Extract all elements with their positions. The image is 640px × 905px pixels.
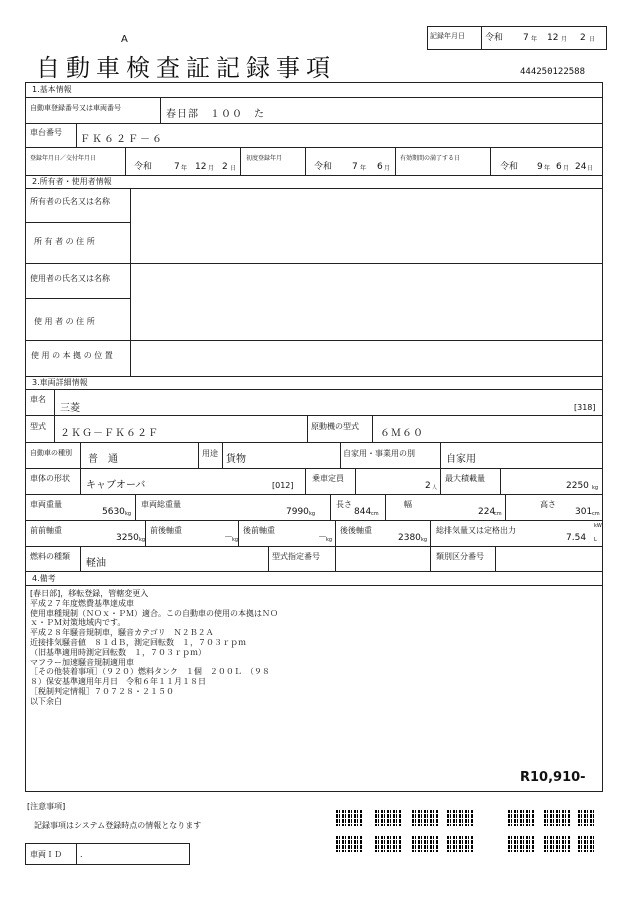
remark-line: （旧基準適用時測定回転数 １，７０３ｒｐｍ） [30,647,206,657]
issue-era: 令和 [134,162,153,172]
expiry-label: 有効期間の満了する日 [400,155,461,162]
body-code: [012] [272,481,294,490]
remark-line: 以下余白 [30,696,62,706]
owner-addr-label: 所 有 者 の 住 所 [34,237,95,246]
length-unit: cm [371,511,379,517]
capacity-unit: 人 [432,485,438,491]
displacement-label: 総排気量又は定格出力 [436,526,516,535]
reg-label: 自動車登録番号又は車両番号 [30,104,121,112]
month-unit: 月 [561,36,568,43]
remark-line: 近接排気騒音値 ８１ｄＢ，測定回転数 １，７０３ｒｐｍ [30,637,246,647]
reg-value: 春日部 １００ た [166,109,265,120]
private-label: 自家用・事業用の別 [343,449,415,458]
qr-code [578,836,596,852]
weight-unit: kg [125,511,132,517]
record-date-label: 記録年月日 [430,32,465,40]
expiry-day: 24 [575,162,587,172]
body-value: キャブオーバ [86,480,146,491]
gross-unit: kg [309,511,316,517]
section-basic: 1.基本情報 [32,85,72,94]
qr-code [447,810,473,826]
qr-code [447,836,473,852]
issue-month: 12 [195,162,207,172]
car-name-code: [318] [574,403,596,412]
notes-heading: [注意事項] [27,802,66,811]
gross-label: 車両総重量 [141,500,181,509]
price-stamp: R10,910- [520,770,586,785]
expiry-era: 令和 [500,162,519,172]
remark-line: ８）保安基準適用年月日 令和６年１１月１８日 [30,677,206,687]
width-label: 幅 [404,500,412,509]
height-value: 301 [575,507,593,517]
remark-line: ［税制判定情報］７０７２８・２１５０ [30,686,174,696]
expiry-day-unit: 日 [587,165,594,172]
fuel-label: 燃料の種類 [30,552,70,561]
engine-value: ６Ｍ６０ [380,428,424,439]
front-front-axle-value: 3250 [116,533,139,543]
use-value: 貨物 [226,454,246,465]
user-name-label: 使用者の氏名又は名称 [30,274,110,283]
gross-value: 7990 [286,507,309,517]
rear-rear-axle-label: 後後軸重 [340,526,372,535]
qr-code [412,836,438,852]
displacement-value: 7.54 [566,533,587,543]
qr-code [578,810,596,826]
front-rear-axle-label: 前後軸重 [150,526,182,535]
remark-line: ｘ・ＰＭ対策地域内です。 [30,618,126,628]
weight-value: 5630 [102,507,125,517]
qr-code [508,836,534,852]
issue-year-unit: 年 [181,165,188,172]
first-reg-year: 7 [352,162,358,172]
width-value: 224 [478,507,496,517]
qr-code [336,810,362,826]
qr-code [544,836,570,852]
user-addr-label: 使 用 者 の 住 所 [34,317,95,326]
model-label: 型式 [30,422,46,431]
first-year-unit: 年 [360,165,367,172]
weight-label: 車両重量 [30,500,62,509]
expiry-month-unit: 月 [563,165,570,172]
rear-front-axle-value: － [318,533,328,543]
rr-unit: kg [421,537,428,543]
day-unit: 日 [589,36,596,43]
private-value: 自家用 [446,454,476,465]
maxload-unit: kg [592,485,599,491]
remark-line: 平成２８年騒音規制車，騒音カテゴリ Ｎ２Ｂ２Ａ [30,628,214,638]
first-reg-era: 令和 [314,162,333,172]
chassis-value: ＦＫ６２Ｆ－６ [80,134,164,145]
issue-label: 登録年月日／交付年月日 [30,155,97,162]
first-reg-label: 初度登録年月 [246,155,283,162]
qr-code [412,810,438,826]
model-value: ２ＫＧ－ＦＫ６２Ｆ [60,428,159,439]
qr-code [375,810,401,826]
class-number-label: 類別区分番号 [436,552,484,561]
issue-year: 7 [174,162,180,172]
type-number-label: 型式指定番号 [272,552,320,561]
expiry-year: 9 [537,162,543,172]
vehicle-id-label: 車両ＩＤ [30,850,62,859]
height-unit: cm [592,511,600,517]
fuel-value: 軽油 [86,558,106,569]
remark-line: マフラー加速騒音規制適用車 [30,657,134,667]
remark-line: 使用車種規制（ＮＯｘ・ＰＭ）適合。この自動車の使用の本拠はＮＯ [30,608,278,618]
qr-code [508,810,534,826]
mark-letter: A [121,34,128,45]
remark-line: [春日部]，移転登録，管轄変更入 [30,589,149,598]
section-vehicle: 3.車両詳細情報 [32,378,88,387]
car-name-label: 車名 [30,395,46,404]
record-date-era: 令和 [485,33,504,43]
remark-line: 平成２７年度燃費基準達成車 [30,598,134,608]
car-name-value: 三菱 [60,403,80,414]
rf-unit: kg [326,537,333,543]
expiry-year-unit: 年 [544,165,551,172]
qr-code [544,810,570,826]
body-label: 車体の形状 [30,474,70,483]
rear-rear-axle-value: 2380 [398,533,421,543]
maxload-label: 最大積載量 [445,474,485,483]
kind-value: 普 通 [88,454,118,465]
capacity-value: 2 [425,481,431,491]
section-remarks: 4.備考 [32,574,56,583]
owner-name-label: 所有者の氏名又は名称 [30,197,110,206]
length-label: 長さ [336,500,352,509]
liter-unit: L [594,537,597,543]
rear-front-axle-label: 後前軸重 [243,526,275,535]
maxload-value: 2250 [566,481,589,491]
issue-day-unit: 日 [230,165,237,172]
use-label: 用途 [202,449,218,458]
fr-unit: kg [232,537,239,543]
chassis-label: 車台番号 [30,128,62,137]
record-date-day: 2 [580,33,586,43]
front-rear-axle-value: － [224,533,234,543]
vehicle-id-value: . [80,850,83,859]
width-unit: cm [494,511,502,517]
record-date-month: 12 [547,33,559,43]
kw-unit: kW [594,523,602,529]
qr-code [336,836,362,852]
section-owner: 2.所有者・使用者情報 [32,177,112,186]
issue-month-unit: 月 [208,165,215,172]
issue-day: 2 [222,162,228,172]
ff-unit: kg [139,537,146,543]
first-reg-month: 6 [377,162,383,172]
qr-code [375,836,401,852]
height-label: 高さ [540,500,556,509]
record-date-year: 7 [523,33,529,43]
remark-line: ［その他装着事項］（９２０）燃料タンク １個 ２００Ｌ （９８ [30,667,270,677]
kind-label: 自動車の種別 [30,449,72,457]
first-month-unit: 月 [384,165,391,172]
year-unit: 年 [531,36,538,43]
notes-text: 記録事項はシステム登録時点の情報となります [34,821,202,830]
doc-number: 444250122588 [520,67,586,77]
length-value: 844 [354,507,372,517]
base-label: 使 用 の 本 拠 の 位 置 [31,351,113,360]
page-title: 自動車検査証記録事項 [36,54,336,82]
engine-label: 原動機の型式 [311,422,359,431]
front-front-axle-label: 前前軸重 [30,526,62,535]
capacity-label: 乗車定員 [312,474,344,483]
expiry-month: 6 [556,162,562,172]
remarks-list [30,589,590,707]
